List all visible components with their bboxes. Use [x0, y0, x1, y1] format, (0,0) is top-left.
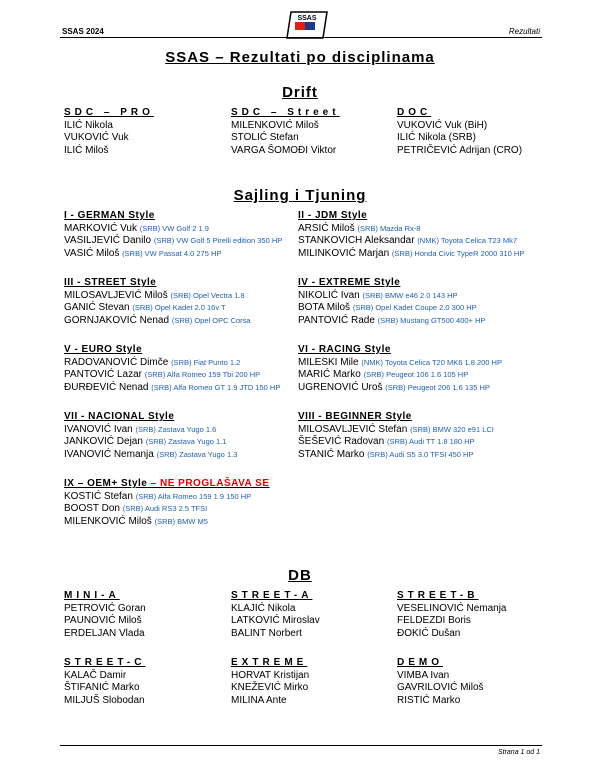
result-row: [298, 369, 502, 382]
style-group-note: – NE PROGLAŠAVA SE: [147, 478, 270, 489]
car-info: (SRB) Zastava Yugo 1.1: [145, 437, 227, 446]
list-item: ILIĆ Miloš: [64, 144, 109, 156]
style-group-title: II - JDM Style: [298, 210, 368, 221]
header-right: Rezultati: [508, 27, 540, 36]
car-info: (SRB) Mustang GT500 400+ HP: [377, 315, 486, 325]
result-row: [64, 382, 280, 395]
style-group-heading: [298, 277, 485, 290]
list-item: PETRIČEVIĆ Adrijan (CRO): [397, 144, 523, 156]
car-info: (SRB) Honda Civic TypeR 2000 310 HP: [391, 248, 525, 258]
car-info: (SRB) Opel Kadet Coupe 2.0 300 HP: [352, 303, 477, 312]
result-row: [298, 424, 494, 437]
list-item: VUKOVIĆ Vuk (BiH): [397, 119, 488, 131]
result-row: [64, 491, 270, 504]
style-group: [64, 210, 282, 260]
column: [64, 107, 154, 157]
list-item: VARGA ŠOMOĐI Viktor: [231, 144, 337, 156]
driver-name: JANKOVIĆ Dejan: [64, 436, 143, 447]
column: [64, 657, 145, 707]
driver-name: MARKOVIĆ Vuk: [64, 222, 137, 234]
car-info: (NMK) Toyota Celica T20 MK6 1.8 200 HP: [361, 357, 502, 367]
result-row: [298, 223, 524, 236]
list-item: KNEŽEVIĆ Mirko: [231, 682, 309, 693]
car-info: (SRB) VW Passat 4.0 275 HP: [122, 248, 222, 258]
car-info: (SRB) Alfa Romeo 159 1.9 150 HP: [135, 491, 252, 501]
driver-name: NIKOLIĆ Ivan: [298, 289, 360, 301]
car-info: (SRB) Mazda Rx-8: [357, 223, 421, 233]
list-item: MILENKOVIĆ Miloš: [231, 119, 319, 131]
style-group-title: VI - RACING Style: [298, 344, 391, 355]
style-group-heading: [64, 210, 282, 223]
driver-name: ARSIĆ Miloš: [298, 222, 355, 234]
result-row: [298, 248, 524, 261]
result-row: [298, 449, 494, 462]
style-group-heading: [64, 411, 237, 424]
style-group-heading: [298, 411, 494, 424]
driver-name: IVANOVIĆ Nemanja: [64, 448, 154, 460]
car-info: (SRB) Alfa Romeo 159 Tbi 200 HP: [144, 370, 261, 379]
style-group: [298, 210, 524, 260]
driver-name: ŠEŠEVIĆ Radovan: [298, 436, 385, 447]
list-item: HORVAT Kristijan: [231, 669, 310, 681]
column: [397, 107, 522, 157]
result-row: [298, 315, 485, 328]
page-footer: Strana 1 od 1: [497, 749, 540, 756]
driver-name: VASILJEVIĆ Danilo: [64, 235, 152, 246]
driver-name: PANTOVIĆ Lazar: [64, 369, 142, 380]
db-title: DB: [288, 567, 312, 584]
list-item: STOLIĆ Stefan: [231, 132, 299, 143]
list-item: LATKOVIĆ Miroslav: [231, 615, 320, 626]
car-info: (SRB) Zastava Yugo 1.3: [156, 449, 238, 459]
driver-name: MILINKOVIĆ Marjan: [298, 247, 390, 259]
car-info: (SRB) BMW M5: [154, 516, 208, 526]
list-item: PETROVIĆ Goran: [64, 602, 146, 614]
driver-name: MILOSAVLJEVIĆ Miloš: [64, 289, 168, 301]
car-info: (SRB) Opel OPC Corsa: [171, 315, 251, 325]
style-group: [64, 411, 237, 461]
car-info: (SRB) Peugeot 106 1.6 105 HP: [363, 370, 469, 379]
driver-name: IVANOVIĆ Ivan: [64, 423, 133, 435]
driver-name: KOSTIĆ Stefan: [64, 490, 133, 502]
result-row: [64, 436, 237, 449]
car-info: (SRB) Opel Kadet 2.0 16v T: [132, 303, 226, 312]
style-group: [298, 344, 502, 394]
list-item: FELDEZDI Boris: [397, 615, 471, 626]
drift-title: Drift: [282, 84, 318, 101]
result-row: [64, 516, 270, 529]
style-group-title: IV - EXTREME Style: [298, 277, 401, 288]
list-item: KLAJIĆ Nikola: [231, 602, 296, 614]
result-row: [64, 290, 251, 303]
style-group-heading: [298, 210, 524, 223]
list-item: ŠTIFANIĆ Marko: [64, 682, 140, 693]
driver-name: MARIĆ Marko: [298, 369, 361, 380]
car-info: (SRB) Opel Vectra 1.8: [170, 290, 245, 300]
result-row: [298, 436, 494, 449]
result-row: [298, 290, 485, 303]
result-row: [298, 382, 502, 395]
list-item: PAUNOVIĆ Miloš: [64, 615, 142, 626]
footer-rule: [60, 745, 542, 746]
result-row: [298, 357, 502, 370]
result-row: [64, 449, 237, 462]
driver-name: STANKOVICH Aleksandar: [298, 235, 415, 246]
driver-name: VASIĆ Miloš: [64, 247, 120, 259]
result-row: [298, 235, 524, 248]
style-group-title: VII - NACIONAL Style: [64, 411, 175, 422]
driver-name: MILOSAVLJEVIĆ Stefan: [298, 423, 408, 435]
car-info: (SRB) Audi S5 3.0 TFSI 450 HP: [367, 449, 474, 459]
car-info: (SRB) Fiat Punto 1.2: [171, 357, 241, 367]
style-group-heading: [64, 478, 270, 491]
list-item: BALINT Norbert: [231, 627, 302, 639]
sajling-title: Sajling i Tjuning: [233, 187, 367, 204]
column-heading: SDC – Street: [231, 107, 340, 118]
result-row: [64, 235, 282, 248]
column-heading: STREET-B: [397, 590, 479, 601]
result-row: [64, 315, 251, 328]
car-info: (SRB) Audi RS3 2.5 TFSI: [122, 504, 208, 513]
header-left: SSAS 2024: [62, 27, 104, 36]
header-rule: [60, 37, 542, 38]
result-row: [64, 223, 282, 236]
car-info: (SRB) BMW 320 e91 LCI: [410, 424, 494, 434]
list-item: ERDELJAN Vlada: [64, 627, 145, 639]
driver-name: ĐURĐEVIĆ Nenad: [64, 381, 149, 393]
driver-name: RADOVANOVIĆ Dimče: [64, 356, 169, 368]
driver-name: MILESKI Mile: [298, 356, 359, 368]
list-item: VIMBA Ivan: [397, 669, 450, 681]
style-group-heading: [64, 344, 280, 357]
driver-name: MILENKOVIĆ Miloš: [64, 515, 152, 527]
driver-name: PANTOVIĆ Rade: [298, 314, 375, 326]
page-title: SSAS – Rezultati po disciplinama: [165, 49, 435, 66]
style-group-heading: [298, 344, 502, 357]
list-item: KALAČ Damir: [64, 669, 127, 681]
result-row: [64, 302, 251, 315]
list-item: MILINA Ante: [231, 694, 287, 706]
logo-text: SSAS: [297, 15, 317, 22]
column-heading: DOC: [397, 107, 432, 118]
driver-name: GORNJAKOVIĆ Nenad: [64, 314, 170, 326]
list-item: VUKOVIĆ Vuk: [64, 132, 129, 143]
style-group-title: V - EURO Style: [64, 344, 143, 355]
style-group: [298, 277, 485, 327]
list-item: GAVRILOVIĆ Miloš: [397, 682, 484, 693]
list-item: MILJUŠ Slobodan: [64, 694, 145, 706]
style-group: [64, 277, 251, 327]
style-group: [64, 344, 280, 394]
result-row: [64, 369, 280, 382]
driver-name: BOTA Miloš: [298, 302, 351, 313]
result-row: [298, 302, 485, 315]
style-group-title: I - GERMAN Style: [64, 210, 155, 221]
style-group: [64, 478, 270, 528]
list-item: ĐOKIĆ Dušan: [397, 627, 461, 639]
column: [64, 590, 146, 640]
list-item: RISTIĆ Marko: [397, 694, 461, 706]
car-info: (SRB) VW Golf 2 1.9: [139, 223, 209, 233]
result-row: [64, 248, 282, 261]
column: [231, 590, 320, 640]
car-info: (SRB) Zastava Yugo 1.6: [135, 424, 217, 434]
column-heading: STREET-A: [231, 590, 313, 601]
driver-name: BOOST Don: [64, 503, 120, 514]
style-group-heading: [64, 277, 251, 290]
result-row: [64, 503, 270, 516]
column-heading: STREET-C: [64, 657, 146, 668]
column-heading: EXTREME: [231, 657, 308, 668]
car-info: (SRB) VW Golf 5 Pirelli edition 350 HP: [153, 236, 283, 245]
car-info: (SRB) BMW e46 2.0 143 HP: [362, 290, 458, 300]
style-group-title: VIII - BEGINNER Style: [298, 411, 412, 422]
column: [231, 657, 309, 707]
car-info: (SRB) Alfa Romeo GT 1.9 JTD 150 HP: [151, 382, 281, 392]
style-group-title: III - STREET Style: [64, 277, 157, 288]
style-group-title: IX – OEM+ Style: [64, 478, 148, 489]
column: [231, 107, 340, 157]
column: [397, 657, 484, 707]
driver-name: STANIĆ Marko: [298, 448, 365, 460]
list-item: ILIĆ Nikola (SRB): [397, 132, 476, 143]
car-info: (SRB) Audi TT 1.8 180 HP: [386, 437, 475, 446]
result-row: [64, 357, 280, 370]
column-heading: MINI-A: [64, 590, 120, 601]
driver-name: UGRENOVIĆ Uroš: [298, 381, 383, 393]
style-group: [298, 411, 494, 461]
car-info: (SRB) Peugeot 206 1.6 135 HP: [385, 382, 490, 392]
list-item: ILIĆ Nikola: [64, 119, 113, 131]
column: [397, 590, 507, 640]
car-info: (NMK) Toyota Celica T23 Mk7: [417, 236, 518, 245]
driver-name: GANIĆ Stevan: [64, 302, 130, 313]
list-item: VESELINOVIĆ Nemanja: [397, 602, 507, 614]
column-heading: DEMO: [397, 657, 443, 668]
result-row: [64, 424, 237, 437]
column-heading: SDC – PRO: [64, 107, 154, 118]
